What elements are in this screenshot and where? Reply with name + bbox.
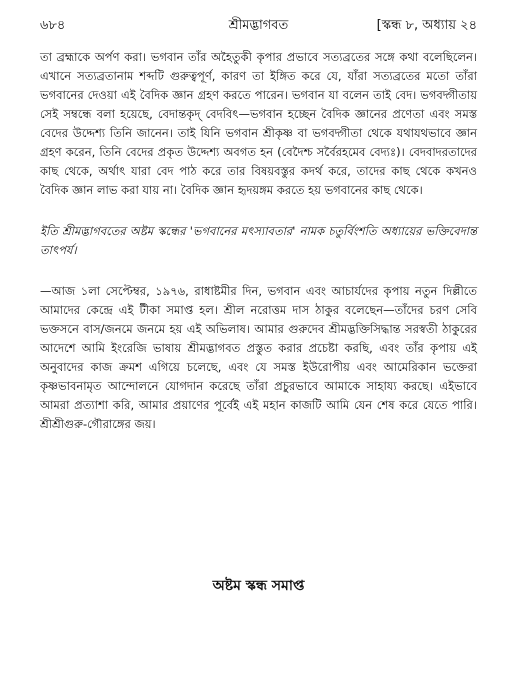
page-number: ৬৮৪: [40, 18, 66, 33]
canto-end-title: অষ্টম স্কন্ধ সমাপ্ত: [212, 578, 305, 594]
chapter-colophon: ইতি শ্রীমদ্ভাগবতের অষ্টম স্কন্ধের 'ভগবানের মৎস্যাবতার' নামক চতুর্বিংশতি অধ্যায়ের ভক্তিবেদান্ত তাৎপর্য।: [40, 224, 477, 257]
book-title: শ্রীমদ্ভাগবত: [228, 18, 289, 33]
closing-note: —আজ ১লা সেপ্টেম্বর, ১৯৭৬, রাধাষ্টমীর দিন, ভগবান এবং আচার্যদের কৃপায় নতুন দিল্লীতে আমাদের কেন্দ্রে এই টীকা সমাপ্ত হল। শ্রীল নরোত্তম দাস ঠাকুর বলেছেন—তাঁদের চরণ সেবি ভক্তসনে বাস/জনমে জনমে হয় এই অভিলাষ। আমার গুরুদেব শ্রীমদ্ভক্তিসিদ্ধান্ত সরস্বতী ঠাকুরের আদেশে আমি ইংরেজি ভাষায় শ্রীমদ্ভাগবত প্রস্তুত করার প্রচেষ্টা করছি, এবং তাঁর কৃপায় এই অনুবাদের কাজ ক্রমশ এগিয়ে চলেছে, এবং যে সমস্ত ইউরোপীয় এবং আমেরিকান ভক্তেরা কৃষ্ণভাবনামৃত আন্দোলনে যোগদান করেছে তাঁরা প্রচুরভাবে আমাকে সাহায্য করছে। এইভাবে আমরা প্রত্যাশা করি, আমার প্রয়াণের পূর্বেই এই মহান কাজটি আমি যেন শেষ করে যেতে পারি। শ্রীশ্রীগুরু-গৌরাঙ্গের জয়।: [40, 284, 477, 431]
page-body: [40, 48, 477, 434]
running-header: [40, 16, 477, 38]
purport-paragraph: তা ব্রহ্মাকে অর্পণ করা। ভগবান তাঁর অহৈতুকী কৃপার প্রভাবে সত্যব্রতের সঙ্গে কথা বলেছিলেন। এখানে সত্যব্রতানাম শব্দটি গুরুত্বপূর্ণ, কারণ তা ইঙ্গিত করে যে, যাঁরা সত্যব্রতের মতো তাঁরা ভগবানের দেওয়া এই বৈদিক জ্ঞান গ্রহণ করতে পারেন। ভগবান যা বলেন তাই বেদ। ভগবদ্গীতায় সেই সম্বন্ধে বলা হয়েছে, বেদান্তকৃদ্ বেদবিৎ—ভগবান হচ্ছেন বৈদিক জ্ঞানের প্রণেতা এবং সমস্ত বেদের উদ্দেশ্য তিনি জানেন। তাই যিনি ভগবান শ্রীকৃষ্ণ বা ভগবদ্গীতা থেকে যথাযথভাবে জ্ঞান গ্রহণ করেন, তিনি বেদের প্রকৃত উদ্দেশ্য অবগত হন (বেদৈশ্চ সর্বৈরহমেব বেদ্যঃ)। বেদবাদরতাদের কাছ থেকে, অর্থাৎ যারা বেদ পাঠ করে তার বিষয়বস্তুর কদর্থ করে, তাদের কাছ থেকে কখনও বৈদিক জ্ঞান লাভ করা যায় না। বৈদিক জ্ঞান হৃদয়ঙ্গম করতে হয় ভগবানের কাছ থেকে।: [40, 50, 477, 197]
chapter-reference: [স্কন্ধ ৮, অধ্যায় ২৪: [376, 18, 477, 33]
